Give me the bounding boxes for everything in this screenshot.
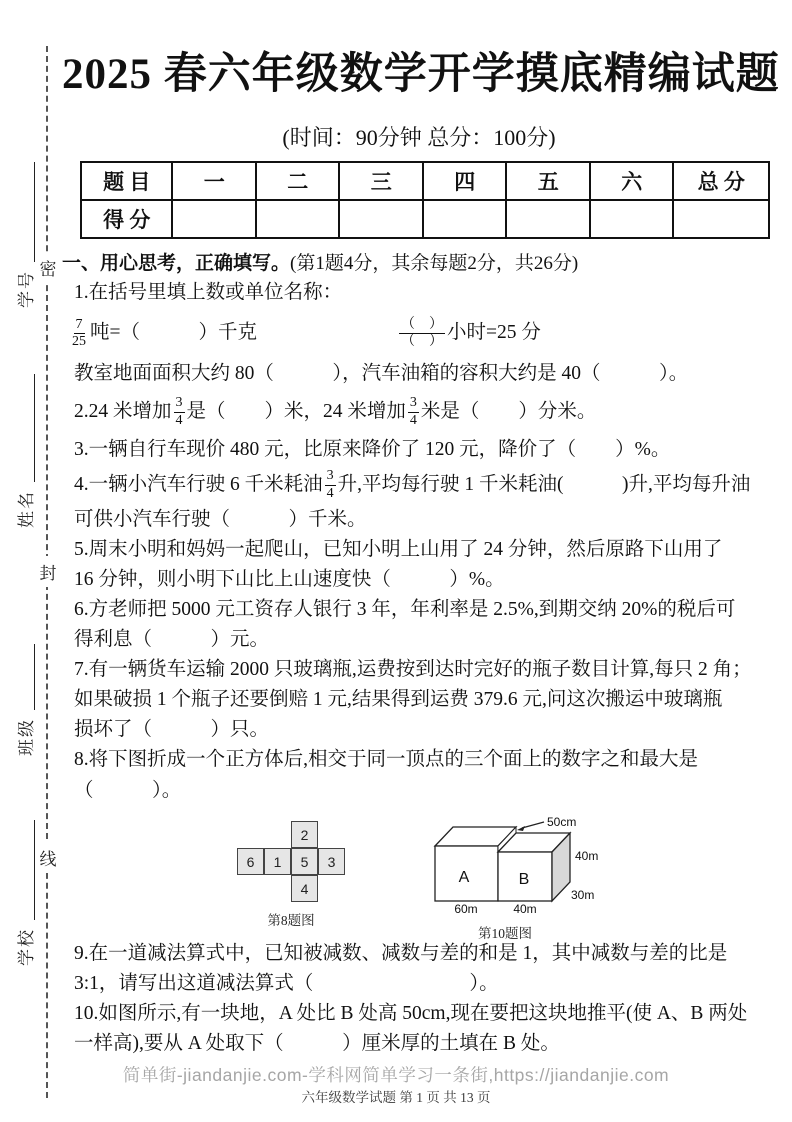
class-blank (14, 644, 35, 710)
question-8-line-2: （ ）。 (74, 780, 182, 801)
student-name-blank (14, 374, 35, 482)
question-2: 2.24 米增加 $\frac{3}{4}$ 是（ ）米，24 米增加 $\frac{3}{4}$ 米是（ ）分米。 (74, 395, 597, 428)
score-header-5: 五 (506, 162, 590, 200)
fraction: $\frac{3}{4}$ (326, 468, 334, 501)
fraction: $\frac{( )}{( )}$ (401, 316, 443, 349)
dim-a-width-label: 60m (454, 902, 478, 915)
dim-height-label: 40m (575, 849, 599, 863)
school-field (12, 806, 36, 966)
q1-ton-to-kg: $\frac{7}{25}$ 吨=（ ）千克 (72, 316, 257, 349)
score-cell (506, 200, 590, 238)
score-header-3: 三 (339, 162, 423, 200)
student-name-field (12, 368, 36, 528)
question-1-line-3: 教室地面面积大约 80（ ），汽车油箱的容积大约是 40（ ）。 (74, 363, 689, 384)
dimension-arrowhead-icon (517, 826, 525, 831)
cube-net-figure (237, 821, 345, 929)
question-5-line-1: 5.周末小明和妈妈一起爬山，已知小明上山用了 24 分钟，然后原路下山用了 (74, 539, 723, 560)
net-cell-top: 2 (291, 821, 318, 848)
school-blank (14, 820, 35, 920)
seal-char-mi: 密 (38, 252, 58, 283)
question-9-line-2: 3:1，请写出这道减法算式（ ）。 (74, 973, 499, 994)
score-row-label: 得 分 (81, 200, 172, 238)
score-cell (423, 200, 507, 238)
section-1-heading-note: (第1题4分，其余每题2分，共26分) (290, 253, 579, 274)
score-header-total: 总 分 (673, 162, 769, 200)
score-header-4: 四 (423, 162, 507, 200)
dim-depth-label: 30m (571, 888, 595, 902)
seal-char-feng: 封 (38, 556, 58, 587)
net-cell-row-4: 3 (318, 848, 345, 875)
class-label: 班级 (16, 718, 36, 756)
cube-net-grid (237, 821, 345, 902)
score-header-2: 二 (256, 162, 340, 200)
fraction: $\frac{7}{25}$ (72, 316, 86, 349)
exam-time-score: (时间：90分钟 总分：100分) (282, 125, 556, 150)
q1-hour-to-min: $\frac{( )}{( )}$ 小时=25 分 (401, 316, 541, 349)
land-blocks-figure (420, 813, 632, 942)
net-cell-row-1: 6 (237, 848, 264, 875)
score-table (80, 161, 770, 239)
net-cell-bottom: 4 (291, 875, 318, 902)
student-id-label: 学号 (16, 270, 36, 308)
question-1-line-2 (62, 308, 778, 358)
score-cell (339, 200, 423, 238)
page-title: 2025 春六年级数学开学摸底精编试题 (62, 51, 780, 98)
net-cell-row-2: 1 (264, 848, 291, 875)
score-cell (256, 200, 340, 238)
site-watermark: 简单街-jiandanjie.com-学科网简单学习一条街,https://jiandanjie.com (122, 1065, 670, 1085)
question-10-line-1: 10.如图所示,有一块地，A 处比 B 处高 50cm,现在要把这块地推平(使 A、B 两处 (74, 1003, 748, 1024)
land-figure-caption: 第10题图 (478, 926, 532, 941)
question-7-line-1: 7.有一辆货车运输 2000 只玻璃瓶,运费按到达时完好的瓶子数目计算,每只 2 角； (74, 659, 752, 680)
question-5-line-2: 16 分钟，则小明下山比上山速度快（ ）%。 (74, 569, 505, 590)
figures-row (62, 813, 778, 939)
question-9-line-1: 9.在一道减法算式中，已知被减数、减数与差的和是 1，其中减数与差的比是 (74, 943, 728, 964)
student-id-blank (14, 162, 35, 262)
fraction: $\frac{3}{4}$ (409, 395, 417, 428)
score-header-6: 六 (590, 162, 674, 200)
question-8-line-1: 8.将下图折成一个正方体后,相交于同一顶点的三个面上的数字之和最大是 (74, 749, 699, 770)
dim-b-width-label: 40m (513, 902, 537, 915)
net-cell-row-3: 5 (291, 848, 318, 875)
block-a-label: A (458, 869, 470, 886)
question-7-line-2: 如果破损 1 个瓶子还要倒赔 1 元,结果得到运费 379.6 元,问这次搬运中玻璃瓶 (74, 689, 723, 710)
question-3: 3.一辆自行车现价 480 元，比原来降价了 120 元，降价了（ ）%。 (74, 439, 671, 460)
student-name-label: 姓名 (16, 490, 36, 528)
question-6-line-2: 得利息（ ）元。 (74, 629, 270, 650)
fraction: $\frac{3}{4}$ (175, 395, 183, 428)
seal-char-xian: 线 (38, 842, 58, 873)
net-figure-caption: 第8题图 (267, 913, 315, 928)
student-id-field (12, 148, 36, 308)
question-10-line-2: 一样高),要从 A 处取下（ ）厘米厚的土填在 B 处。 (74, 1033, 560, 1054)
score-table-header-row (81, 162, 769, 200)
question-6-line-1: 6.方老师把 5000 元工资存人银行 3 年，年利率是 2.5%,到期交纳 20%的税后可 (74, 599, 736, 620)
block-b-label: B (518, 871, 530, 888)
question-1-line-1: 1.在括号里填上数或单位名称： (74, 282, 343, 303)
score-header-topic: 题 目 (81, 162, 172, 200)
question-4-line-2: 可供小汽车行驶（ ）千米。 (74, 509, 367, 530)
score-cell (172, 200, 256, 238)
score-header-1: 一 (172, 162, 256, 200)
school-label: 学校 (16, 928, 36, 966)
land-blocks-drawing (420, 813, 632, 915)
page-number-footer: 六年级数学试题 第 1 页 共 13 页 (301, 1090, 491, 1105)
question-4-line-1: 4.一辆小汽车行驶 6 千米耗油 $\frac{3}{4}$ 升,平均每行驶 1 千米耗油( )升,平均每升油 (74, 468, 751, 501)
dim-step-label: 50cm (547, 815, 577, 829)
class-field (12, 596, 36, 756)
score-cell (673, 200, 769, 238)
section-1-heading-title: 一、用心思考，正确填写。 (62, 253, 291, 274)
section-1-heading (62, 245, 778, 278)
dimension-arrow-icon (522, 822, 544, 828)
question-7-line-3: 损坏了（ ）只。 (74, 719, 270, 740)
score-table-score-row (81, 200, 769, 238)
score-cell (590, 200, 674, 238)
section-1 (62, 245, 778, 1059)
